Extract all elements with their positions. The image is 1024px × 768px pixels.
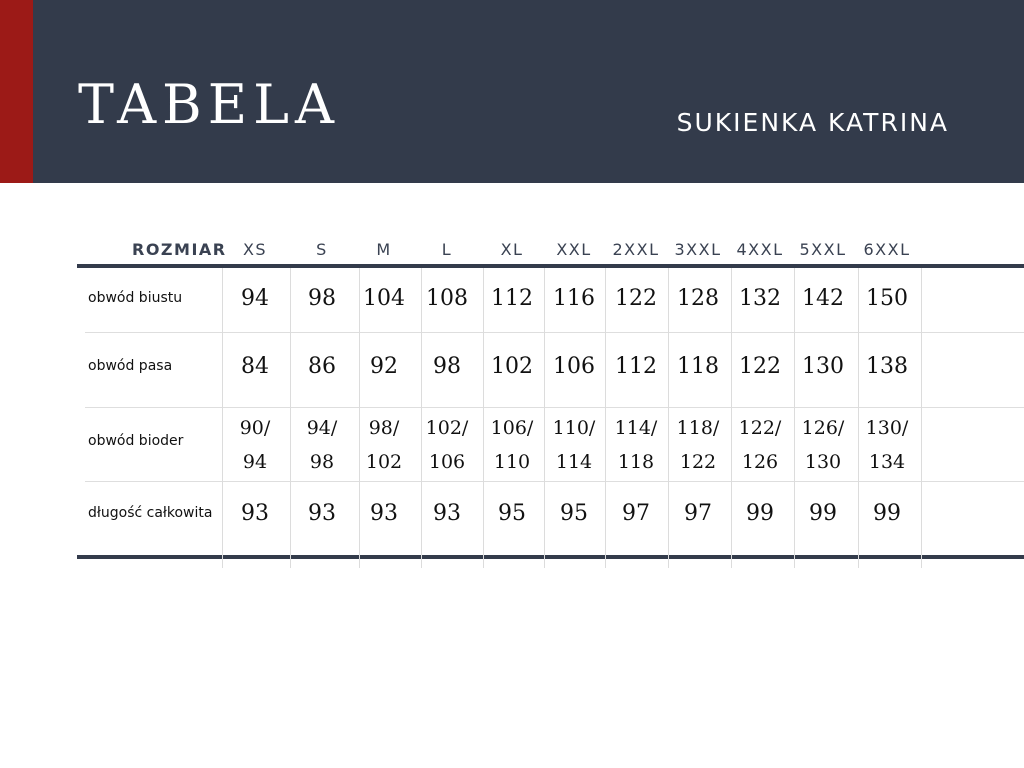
- size-value-cell: 95: [498, 501, 526, 526]
- row-divider: [85, 407, 1024, 408]
- size-value-cell: 97: [622, 501, 650, 526]
- size-label-5xxl: 5XXL: [799, 240, 847, 259]
- size-label-2xxl: 2XXL: [612, 240, 660, 259]
- size-value-cell: [866, 411, 909, 479]
- column-divider: [421, 268, 422, 568]
- range-min: 102/: [425, 417, 469, 439]
- range-min: 118/: [676, 417, 720, 439]
- range-max: 122: [679, 451, 717, 473]
- size-value-cell: 86: [308, 354, 336, 379]
- size-value-cell: [426, 411, 469, 479]
- range-max: 98: [309, 451, 335, 473]
- size-header-label: ROZMIAR: [132, 240, 227, 259]
- size-value-cell: 93: [370, 501, 398, 526]
- range-min: 94/: [306, 417, 338, 439]
- range-min: 90/: [239, 417, 271, 439]
- product-name: SUKIENKA KATRINA: [676, 108, 949, 137]
- size-value-cell: 98: [433, 354, 461, 379]
- header-accent-bar: [0, 0, 33, 183]
- size-value-cell: 132: [739, 286, 781, 311]
- range-max: 110: [493, 451, 531, 473]
- size-value-cell: 94: [241, 286, 269, 311]
- size-value-cell: [240, 411, 271, 479]
- row-label: obwód pasa: [88, 358, 173, 374]
- size-value-cell: 106: [553, 354, 595, 379]
- column-divider: [290, 268, 291, 568]
- size-label-m: M: [376, 240, 392, 259]
- size-value-cell: [677, 411, 720, 479]
- size-value-cell: 93: [308, 501, 336, 526]
- range-max: 102: [365, 451, 403, 473]
- size-value-cell: [307, 411, 338, 479]
- size-value-cell: [802, 411, 845, 479]
- range-max: 130: [804, 451, 842, 473]
- row-label: długość całkowita: [88, 505, 213, 521]
- size-value-cell: 130: [802, 354, 844, 379]
- size-value-cell: [553, 411, 596, 479]
- size-table: [77, 226, 1024, 572]
- column-divider: [921, 268, 922, 568]
- range-min: 130/: [865, 417, 909, 439]
- range-max: 94: [242, 451, 268, 473]
- range-max: 106: [428, 451, 466, 473]
- size-value-cell: 118: [677, 354, 719, 379]
- range-min: 122/: [738, 417, 782, 439]
- column-divider: [794, 268, 795, 568]
- size-value-cell: 98: [308, 286, 336, 311]
- size-value-cell: 84: [241, 354, 269, 379]
- column-divider: [222, 268, 223, 568]
- size-label-6xxl: 6XXL: [863, 240, 911, 259]
- range-min: 98/: [368, 417, 400, 439]
- size-value-cell: [739, 411, 782, 479]
- row-label: obwód bioder: [88, 433, 184, 449]
- size-value-cell: 138: [866, 354, 908, 379]
- column-divider: [858, 268, 859, 568]
- size-value-cell: 99: [809, 501, 837, 526]
- range-min: 126/: [801, 417, 845, 439]
- table-bottom-border: [77, 555, 1024, 559]
- size-value-cell: 142: [802, 286, 844, 311]
- size-value-cell: 122: [615, 286, 657, 311]
- size-value-cell: 93: [241, 501, 269, 526]
- size-value-cell: 93: [433, 501, 461, 526]
- size-label-xs: XS: [242, 240, 268, 259]
- range-min: 110/: [552, 417, 596, 439]
- row-divider: [85, 332, 1024, 333]
- size-value-cell: 92: [370, 354, 398, 379]
- column-divider: [731, 268, 732, 568]
- range-min: 106/: [490, 417, 534, 439]
- size-value-cell: 102: [491, 354, 533, 379]
- size-value-cell: 150: [866, 286, 908, 311]
- size-value-cell: [366, 411, 402, 479]
- column-divider: [544, 268, 545, 568]
- row-label: obwód biustu: [88, 290, 183, 306]
- size-value-cell: [615, 411, 658, 479]
- size-label-l: L: [441, 240, 453, 259]
- size-value-cell: [491, 411, 534, 479]
- range-max: 134: [868, 451, 906, 473]
- size-label-s: S: [316, 240, 328, 259]
- size-value-cell: 104: [363, 286, 405, 311]
- range-min: 114/: [614, 417, 658, 439]
- column-divider: [668, 268, 669, 568]
- size-value-cell: 112: [491, 286, 533, 311]
- table-top-border: [77, 264, 1024, 268]
- range-max: 126: [741, 451, 779, 473]
- size-label-4xxl: 4XXL: [736, 240, 784, 259]
- size-value-cell: 99: [746, 501, 774, 526]
- size-value-cell: 99: [873, 501, 901, 526]
- size-value-cell: 122: [739, 354, 781, 379]
- size-label-xxl: XXL: [556, 240, 592, 259]
- size-value-cell: 95: [560, 501, 588, 526]
- size-value-cell: 116: [553, 286, 595, 311]
- size-value-cell: 97: [684, 501, 712, 526]
- column-divider: [359, 268, 360, 568]
- column-divider: [483, 268, 484, 568]
- size-label-3xxl: 3XXL: [674, 240, 722, 259]
- size-value-cell: 128: [677, 286, 719, 311]
- size-label-xl: XL: [500, 240, 524, 259]
- column-divider: [605, 268, 606, 568]
- size-value-cell: 112: [615, 354, 657, 379]
- page-title: TABELA: [78, 73, 341, 136]
- size-value-cell: 108: [426, 286, 468, 311]
- range-max: 114: [555, 451, 593, 473]
- range-max: 118: [617, 451, 655, 473]
- row-divider: [85, 481, 1024, 482]
